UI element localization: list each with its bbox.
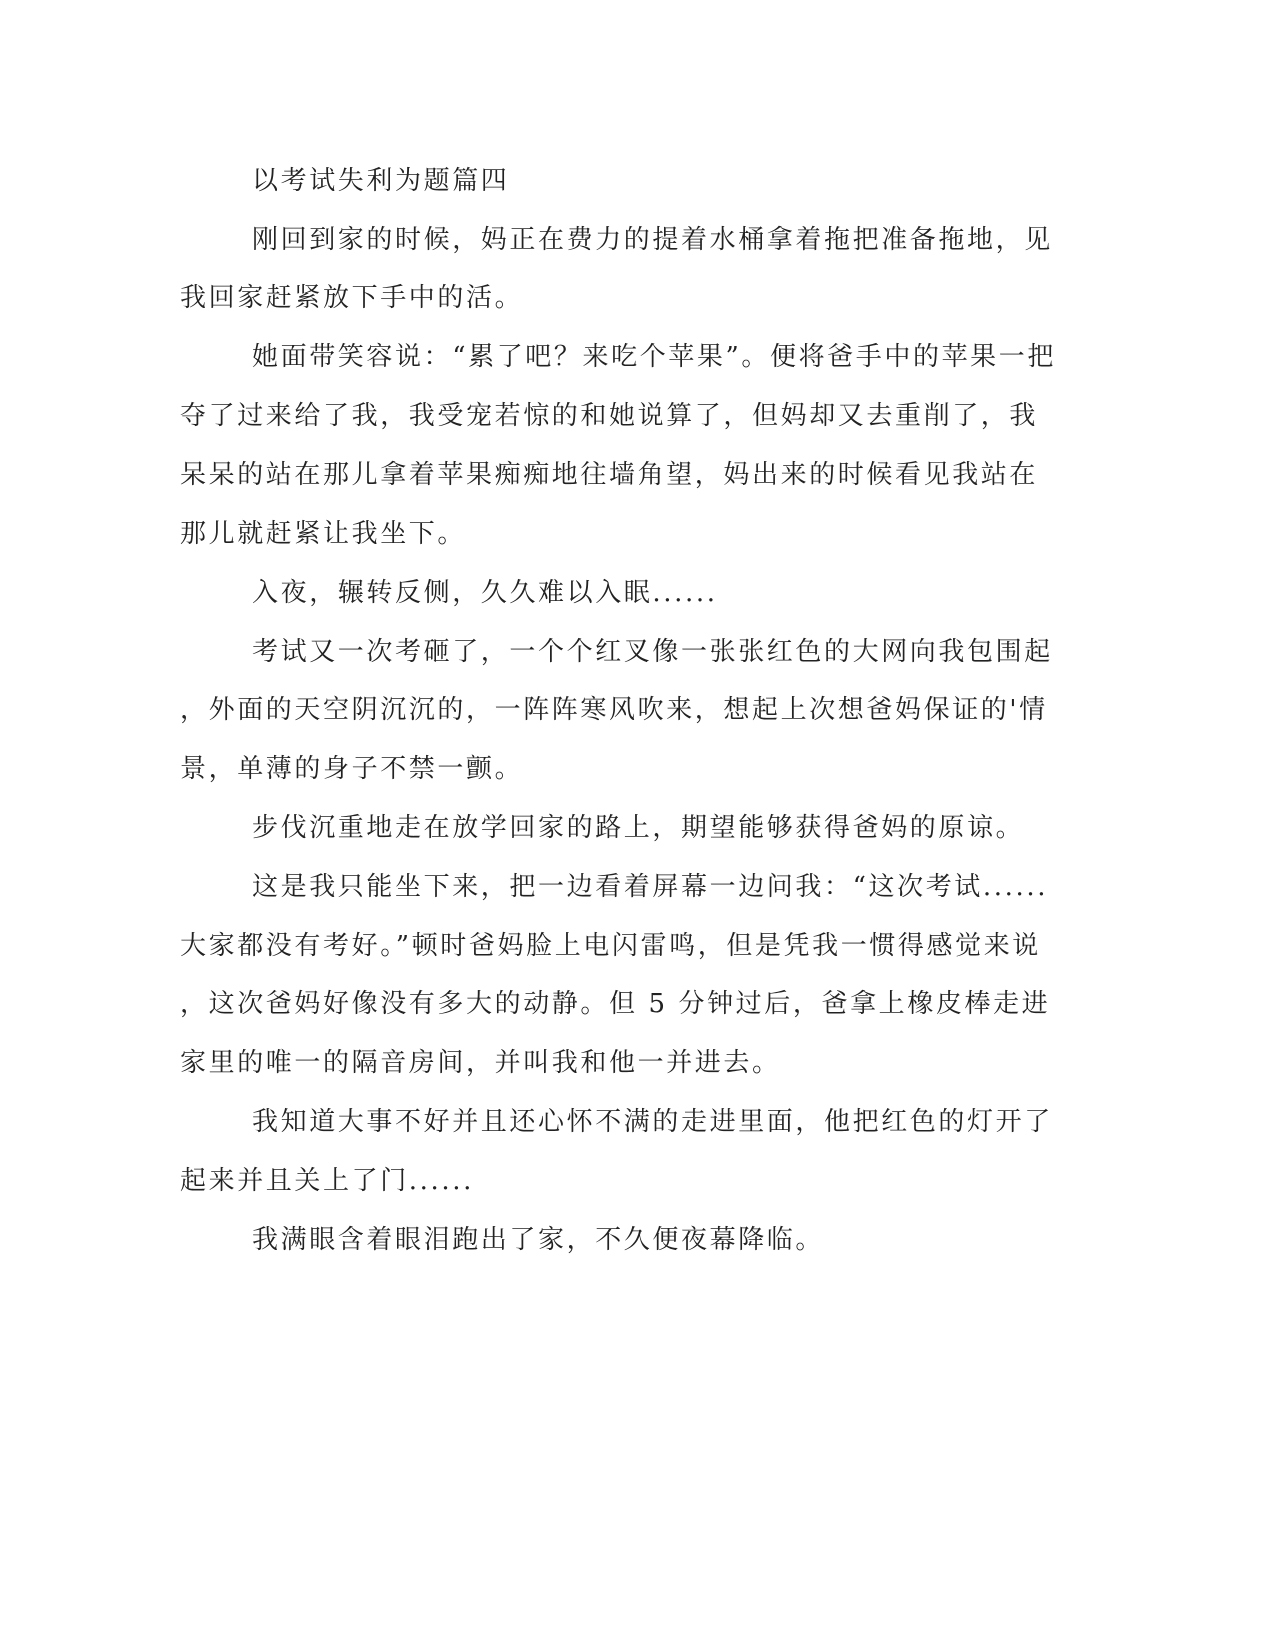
paragraph-line: 她面带笑容说：“累了吧？来吃个苹果”。便将爸手中的苹果一把 xyxy=(252,342,1056,372)
paragraph-line: 我知道大事不好并且还心怀不满的走进里面，他把红色的灯开了 xyxy=(252,1107,1053,1137)
paragraph-line: ，这次爸妈好像没有多大的动静。但 5 分钟过后，爸拿上橡皮棒走进 xyxy=(180,989,1051,1019)
paragraph-line: 考试又一次考砸了，一个个红叉像一张张红色的大网向我包围起 xyxy=(252,637,1053,667)
paragraph-line: 起来并且关上了门...... xyxy=(180,1166,474,1196)
paragraph-line: 家里的唯一的隔音房间，并叫我和他一并进去。 xyxy=(180,1048,781,1078)
paragraph-line: 景，单薄的身子不禁一颤。 xyxy=(180,754,524,784)
paragraph-line: 入夜，辗转反侧，久久难以入眠...... xyxy=(252,578,718,608)
paragraph-line: 这是我只能坐下来，把一边看着屏幕一边问我：“这次考试...... xyxy=(252,872,1049,902)
paragraph-line: 我满眼含着眼泪跑出了家，不久便夜幕降临。 xyxy=(252,1225,825,1255)
paragraph-line: 大家都没有考好。”顿时爸妈脸上电闪雷鸣，但是凭我一惯得感觉来说 xyxy=(180,931,1041,961)
paragraph-line: 那儿就赶紧让我坐下。 xyxy=(180,519,467,549)
paragraph-line: ，外面的天空阴沉沉的，一阵阵寒风吹来，想起上次想爸妈保证的'情 xyxy=(180,695,1048,725)
paragraph-line: 呆呆的站在那儿拿着苹果痴痴地往墙角望，妈出来的时候看见我站在 xyxy=(180,460,1039,490)
section-heading: 以考试失利为题篇四 xyxy=(252,166,510,196)
paragraph-line: 步伐沉重地走在放学回家的路上，期望能够获得爸妈的原谅。 xyxy=(252,813,1025,843)
paragraph-line: 我回家赶紧放下手中的活。 xyxy=(180,283,524,313)
paragraph-line: 刚回到家的时候，妈正在费力的提着水桶拿着拖把准备拖地，见 xyxy=(252,225,1053,255)
paragraph-line: 夺了过来给了我，我受宠若惊的和她说算了，但妈却又去重削了，我 xyxy=(180,401,1039,431)
